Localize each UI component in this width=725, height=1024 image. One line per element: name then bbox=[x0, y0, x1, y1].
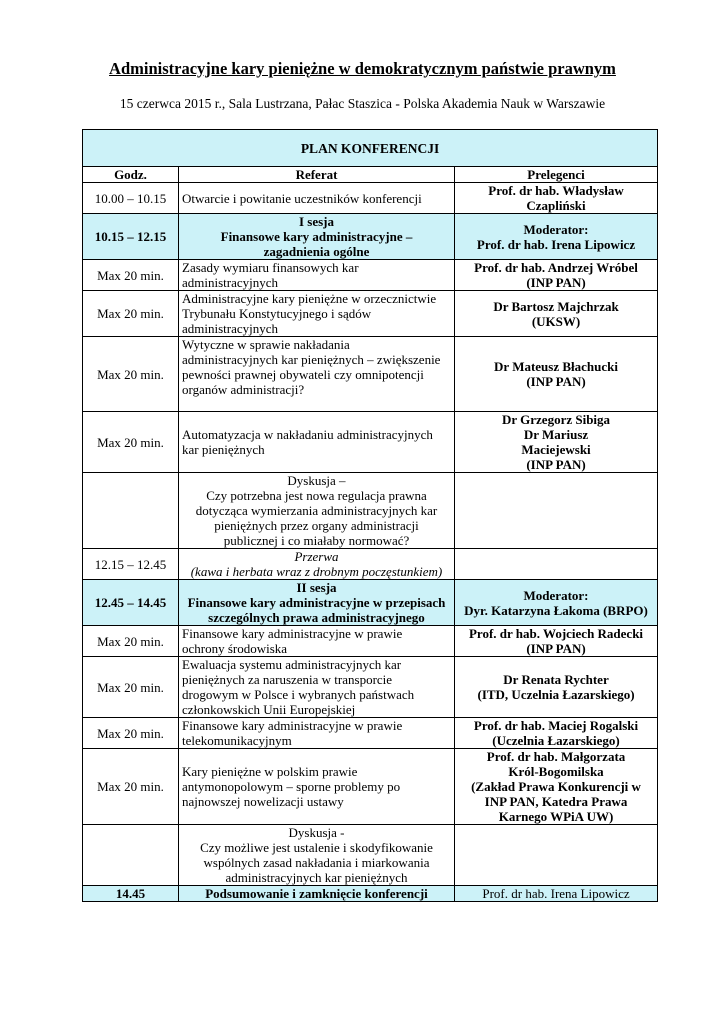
row-topic: Otwarcie i powitanie uczestników konferencji bbox=[179, 183, 455, 214]
table-row bbox=[83, 657, 658, 718]
discussion-row bbox=[83, 473, 658, 549]
row-speaker bbox=[455, 473, 658, 549]
row-speaker: Dr Mateusz Błachucki (INP PAN) bbox=[455, 337, 658, 412]
col-header-time: Godz. bbox=[83, 167, 179, 183]
row-topic: Kary pieniężne w polskim prawie antymonopolowym – sporne problemy po najnowszej nowelizacji ustawy bbox=[179, 749, 455, 825]
row-time: Max 20 min. bbox=[83, 657, 179, 718]
row-topic: Zasady wymiaru finansowych kar administracyjnych bbox=[179, 260, 455, 291]
row-time: Max 20 min. bbox=[83, 291, 179, 337]
conference-plan-table bbox=[82, 129, 658, 902]
table-row bbox=[83, 718, 658, 749]
row-time: 12.15 – 12.45 bbox=[83, 549, 179, 580]
table-row bbox=[83, 412, 658, 473]
row-topic: II sesja Finansowe kary administracyjne w przepisach szczególnych prawa administracyjnego bbox=[179, 580, 455, 626]
row-speaker: Dr Renata Rychter (ITD, Uczelnia Łazarskiego) bbox=[455, 657, 658, 718]
row-topic: Przerwa (kawa i herbata wraz z drobnym poczęstunkiem) bbox=[179, 549, 455, 580]
row-time: 14.45 bbox=[83, 886, 179, 902]
table-row bbox=[83, 749, 658, 825]
row-speaker bbox=[455, 825, 658, 886]
row-topic: Finansowe kary administracyjne w prawie telekomunikacyjnym bbox=[179, 718, 455, 749]
table-row bbox=[83, 291, 658, 337]
column-header-row bbox=[83, 167, 658, 183]
row-topic: Dyskusja - Czy możliwe jest ustalenie i skodyfikowanie wspólnych zasad nakładania i miarkowania administracyjnych kar pieniężnych bbox=[179, 825, 455, 886]
row-speaker: Prof. dr hab. Irena Lipowicz bbox=[455, 886, 658, 902]
row-speaker: Dr Bartosz Majchrzak (UKSW) bbox=[455, 291, 658, 337]
row-speaker: Prof. dr hab. Wojciech Radecki (INP PAN) bbox=[455, 626, 658, 657]
row-speaker: Moderator: Dyr. Katarzyna Łakoma (BRPO) bbox=[455, 580, 658, 626]
table-row bbox=[83, 260, 658, 291]
row-time: 10.15 – 12.15 bbox=[83, 214, 179, 260]
table-row bbox=[83, 183, 658, 214]
break-row bbox=[83, 549, 658, 580]
col-header-speaker: Prelegenci bbox=[455, 167, 658, 183]
row-speaker bbox=[455, 549, 658, 580]
row-time: Max 20 min. bbox=[83, 626, 179, 657]
page-title: Administracyjne kary pieniężne w demokratycznym państwie prawnym bbox=[109, 59, 616, 78]
closing-row bbox=[83, 886, 658, 902]
row-time bbox=[83, 825, 179, 886]
row-speaker: Prof. dr hab. Małgorzata Król-Bogomilska (Zakład Prawa Konkurencji w INP PAN, Katedra Prawa Karnego WPiA UW) bbox=[455, 749, 658, 825]
row-topic: Finansowe kary administracyjne w prawie ochrony środowiska bbox=[179, 626, 455, 657]
col-header-topic: Referat bbox=[179, 167, 455, 183]
row-topic: Wytyczne w sprawie nakładania administracyjnych kar pieniężnych – zwiększenie pewności prawnej obywateli czy omnipotencji organów administracji? bbox=[179, 337, 455, 412]
row-time: 12.45 – 14.45 bbox=[83, 580, 179, 626]
row-topic: I sesja Finansowe kary administracyjne – zagadnienia ogólne bbox=[179, 214, 455, 260]
row-topic: Podsumowanie i zamknięcie konferencji bbox=[179, 886, 455, 902]
row-speaker: Dr Grzegorz Sibiga Dr Mariusz Maciejewski (INP PAN) bbox=[455, 412, 658, 473]
row-topic: Ewaluacja systemu administracyjnych kar pieniężnych za naruszenia w transporcie drogowym w Polsce i wybranych państwach członkowskich Unii Europejskiej bbox=[179, 657, 455, 718]
page-subtitle: 15 czerwca 2015 r., Sala Lustrzana, Pałac Staszica - Polska Akademia Nauk w Warszawie bbox=[119, 96, 606, 111]
row-time: Max 20 min. bbox=[83, 749, 179, 825]
row-time: Max 20 min. bbox=[83, 412, 179, 473]
row-time: 10.00 – 10.15 bbox=[83, 183, 179, 214]
row-speaker: Prof. dr hab. Maciej Rogalski (Uczelnia Łazarskiego) bbox=[455, 718, 658, 749]
table-heading: PLAN KONFERENCJI bbox=[83, 130, 658, 167]
table-heading-row bbox=[83, 130, 658, 167]
row-speaker: Prof. dr hab. Andrzej Wróbel (INP PAN) bbox=[455, 260, 658, 291]
row-speaker: Prof. dr hab. Władysław Czapliński bbox=[455, 183, 658, 214]
discussion-row bbox=[83, 825, 658, 886]
session-row bbox=[83, 580, 658, 626]
row-time bbox=[83, 473, 179, 549]
table-row bbox=[83, 626, 658, 657]
row-topic: Dyskusja – Czy potrzebna jest nowa regulacja prawna dotycząca wymierzania administracyjnych kar pieniężnych przez organy administracji publicznej i co miałaby normować? bbox=[179, 473, 455, 549]
row-topic: Automatyzacja w nakładaniu administracyjnych kar pieniężnych bbox=[179, 412, 455, 473]
row-time: Max 20 min. bbox=[83, 718, 179, 749]
session-row bbox=[83, 214, 658, 260]
table-row bbox=[83, 337, 658, 412]
row-time: Max 20 min. bbox=[83, 337, 179, 412]
row-speaker: Moderator: Prof. dr hab. Irena Lipowicz bbox=[455, 214, 658, 260]
row-topic: Administracyjne kary pieniężne w orzecznictwie Trybunału Konstytucyjnego i sądów administracyjnych bbox=[179, 291, 455, 337]
row-time: Max 20 min. bbox=[83, 260, 179, 291]
